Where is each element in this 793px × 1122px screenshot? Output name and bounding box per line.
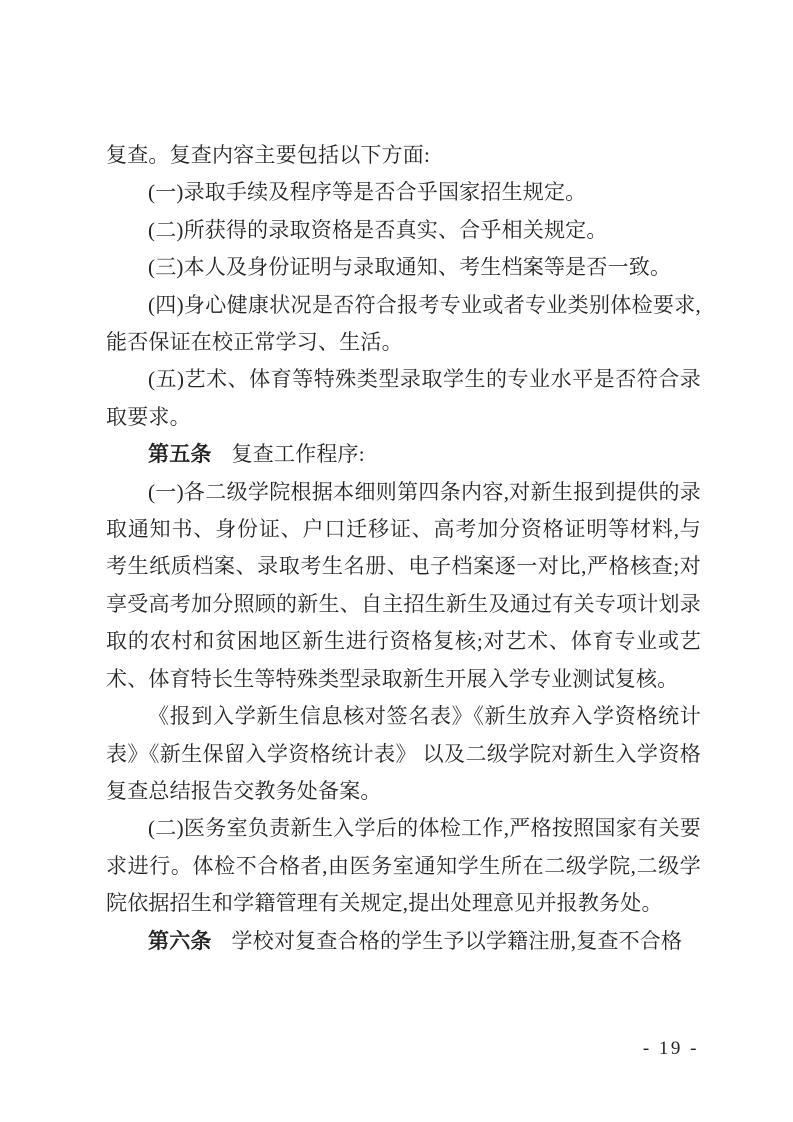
- paragraph: (五)艺术、体育等特殊类型录取学生的专业水平是否符合录取要求。: [106, 367, 701, 429]
- paragraph: 复查。复查内容主要包括以下方面:: [106, 143, 431, 167]
- page-number: - 19 -: [642, 1038, 699, 1059]
- paragraph: (二)所获得的录取资格是否真实、合乎相关规定。: [148, 217, 608, 242]
- article-number-label: 第五条: [148, 442, 212, 467]
- paragraph: (一)录取手续及程序等是否合乎国家招生规定。: [148, 180, 587, 205]
- document-body: [106, 137, 701, 960]
- paragraph: 《报到入学新生信息核对签名表》《新生放弃入学资格统计表》《新生保留入学资格统计表》 以及二级学院对新生入学资格复查总结报告交教务处备案。: [106, 704, 701, 803]
- paragraph: 第六条 学校对复查合格的学生予以学籍注册,复查不合格: [148, 928, 683, 953]
- paragraph: 第五条 复查工作程序:: [148, 442, 365, 467]
- paragraph: (四)身心健康状况是否符合报考专业或者专业类别体检要求,能否保证在校正常学习、生活。: [106, 292, 701, 355]
- paragraph: (二)医务室负责新生入学后的体检工作,严格按照国家有关要求进行。体检不合格者,由医务室通知学生所在二级学院,二级学院依据招生和学籍管理有关规定,提出处理意见并报教务处。: [106, 816, 701, 916]
- paragraph: (一)各二级学院根据本细则第四条内容,对新生报到提供的录取通知书、身份证、户口迁移证、高考加分资格证明等材料,与考生纸质档案、录取考生名册、电子档案逐一对比,严格核查;对享受高考加分照顾的新生、自主招生新生及通过有关专项计划录取的农村和贫困地区新生进行资格复核;对艺术、体育专业或艺术、体育特长生等特殊类型录取新生开展入学专业测试复核。: [106, 479, 701, 691]
- article-number-label: 第六条: [148, 928, 212, 953]
- paragraph: (三)本人及身份证明与录取通知、考生档案等是否一致。: [148, 255, 672, 280]
